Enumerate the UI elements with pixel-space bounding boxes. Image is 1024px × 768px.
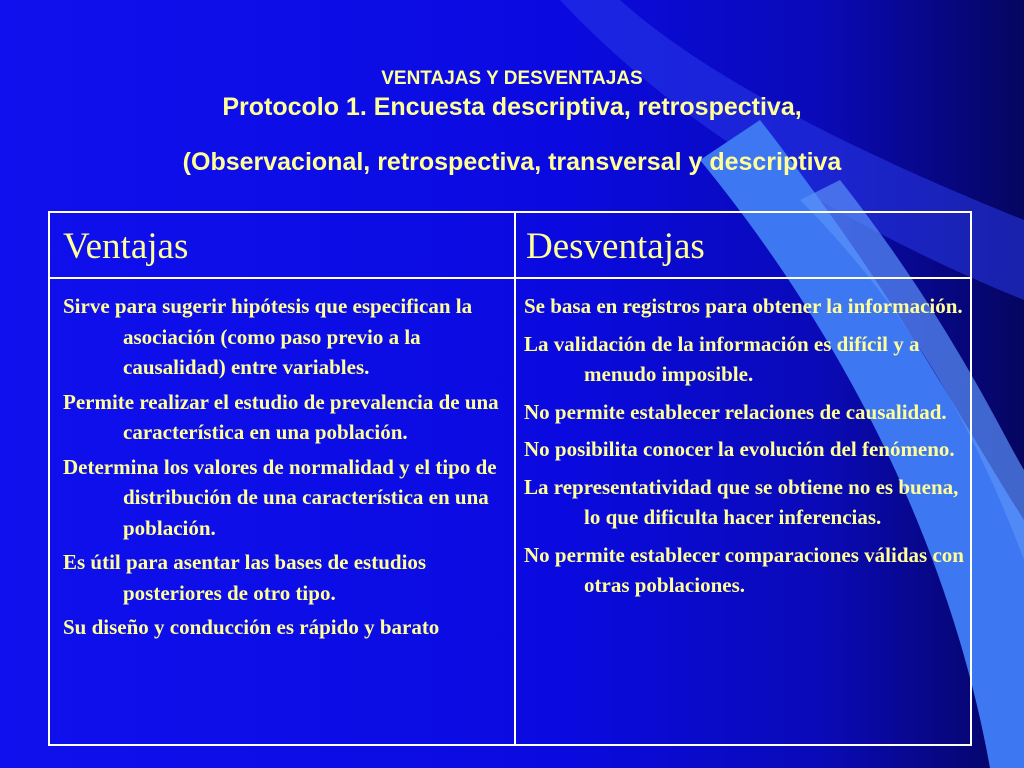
- title-line-1: VENTAJAS Y DESVENTAJAS: [381, 68, 643, 89]
- desventaja-item: No permite establecer comparaciones válidas con otras poblaciones.: [524, 542, 964, 597]
- desventaja-item: Se basa en registros para obtener la información.: [524, 294, 963, 318]
- column-divider: [514, 213, 516, 744]
- header-divider: [50, 277, 970, 279]
- header-desventajas: Desventajas: [526, 226, 705, 267]
- desventaja-item: No posibilita conocer la evolución del fenómeno.: [524, 437, 955, 461]
- desventajas-column: [524, 291, 964, 608]
- header-ventajas: Ventajas: [63, 226, 189, 267]
- ventaja-item: Permite realizar el estudio de prevalencia de una característica en una población.: [63, 389, 499, 444]
- ventaja-item: Su diseño y conducción es rápido y barato: [63, 615, 440, 639]
- desventaja-item: No permite establecer relaciones de causalidad.: [524, 399, 947, 424]
- desventaja-item: La validación de la información es difícil y a menudo imposible.: [524, 331, 920, 386]
- title-line-3: (Observacional, retrospectiva, transversal y descriptiva: [182, 148, 842, 176]
- title-line-2: Protocolo 1. Encuesta descriptiva, retrospectiva,: [222, 93, 802, 121]
- slide-title: [0, 66, 1024, 177]
- desventaja-item: La representatividad que se obtiene no es buena, lo que dificulta hacer inferencias.: [524, 474, 959, 529]
- ventaja-item: Es útil para asentar las bases de estudios posteriores de otro tipo.: [63, 550, 427, 605]
- ventaja-item: Sirve para sugerir hipótesis que especifican la asociación (como paso previo a la causalidad) entre variables.: [63, 294, 473, 379]
- ventaja-item: Determina los valores de normalidad y el tipo de distribución de una característica en una población.: [63, 454, 497, 540]
- comparison-table: [48, 211, 972, 746]
- ventajas-column: [63, 291, 503, 647]
